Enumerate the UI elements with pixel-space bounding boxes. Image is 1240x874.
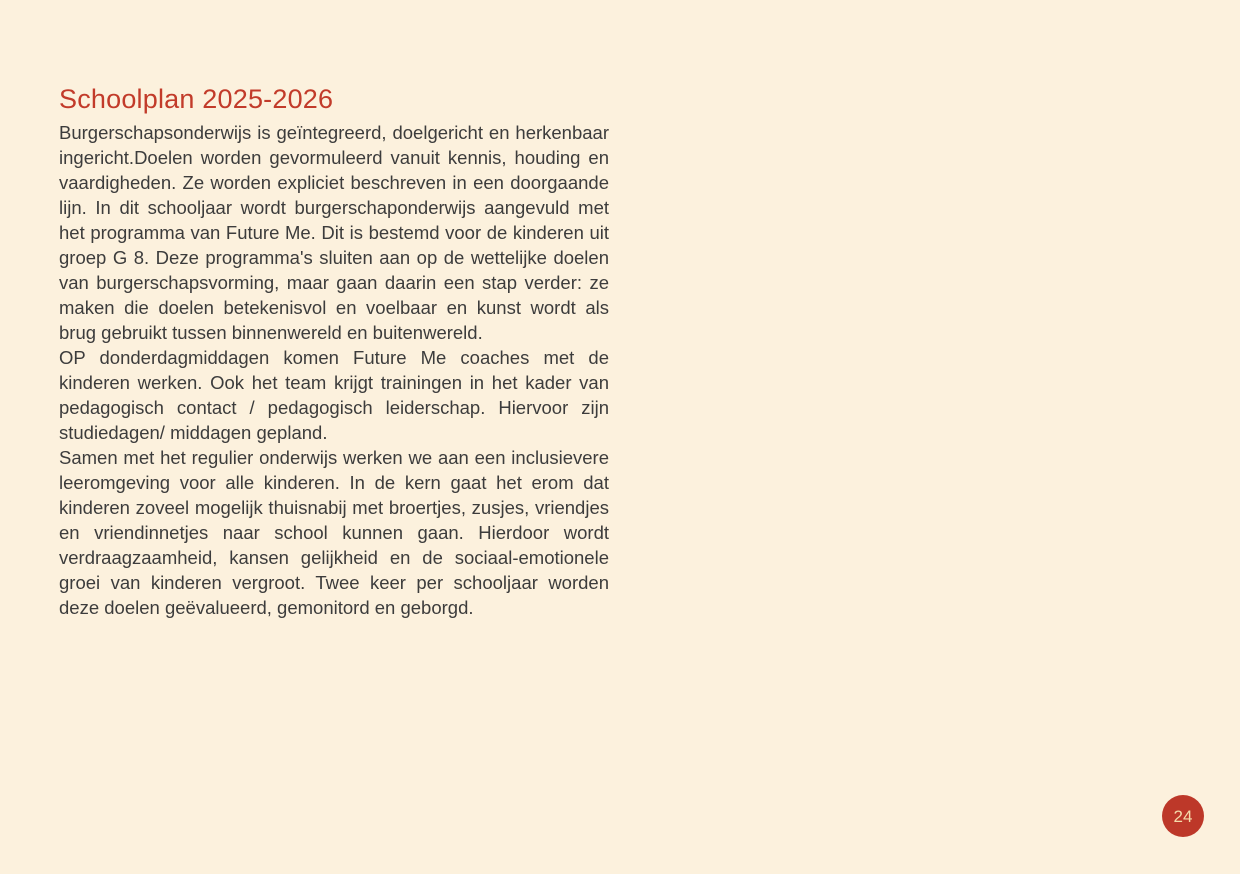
paragraph-3: Samen met het regulier onderwijs werken we aan een inclusievere leeromgeving voor alle kinderen. In de kern gaat het erom dat kinderen zoveel mogelijk thuisnabij met broertjes, zusjes, vriendjes en vriendinnetjes naar school kunnen gaan. Hierdoor wordt verdraagzaamheid, kansen gelijkheid en de sociaal-emotionele groei van kinderen vergroot. Twee keer per schooljaar worden deze doelen geëvalueerd, gemonitord en geborgd. [59,447,609,618]
text-block [59,84,609,620]
page-number-badge [1162,795,1204,837]
page-number: 24 [1173,806,1193,826]
paragraph-1: Burgerschapsonderwijs is geïntegreerd, doelgericht en herkenbaar ingericht.Doelen worden gevormuleerd vanuit kennis, houding en vaardigheden. Ze worden expliciet beschreven in een doorgaande lijn. In dit schooljaar wordt burgerschaponderwijs aangevuld met het programma van Future Me. Dit is bestemd voor de kinderen uit groep G 8. Deze programma's sluiten aan op de wettelijke doelen van burgerschapsvorming, maar gaan daarin een stap verder: ze maken die doelen betekenisvol en voelbaar en kunst wordt als brug gebruikt tussen binnenwereld en buitenwereld. [59,122,609,343]
paragraph-2: OP donderdagmiddagen komen Future Me coaches met de kinderen werken. Ook het team krijgt trainingen in het kader van pedagogisch contact / pedagogisch leiderschap. Hiervoor zijn studiedagen/ middagen gepland. [59,347,609,443]
page-title: Schoolplan 2025-2026 [59,84,334,114]
